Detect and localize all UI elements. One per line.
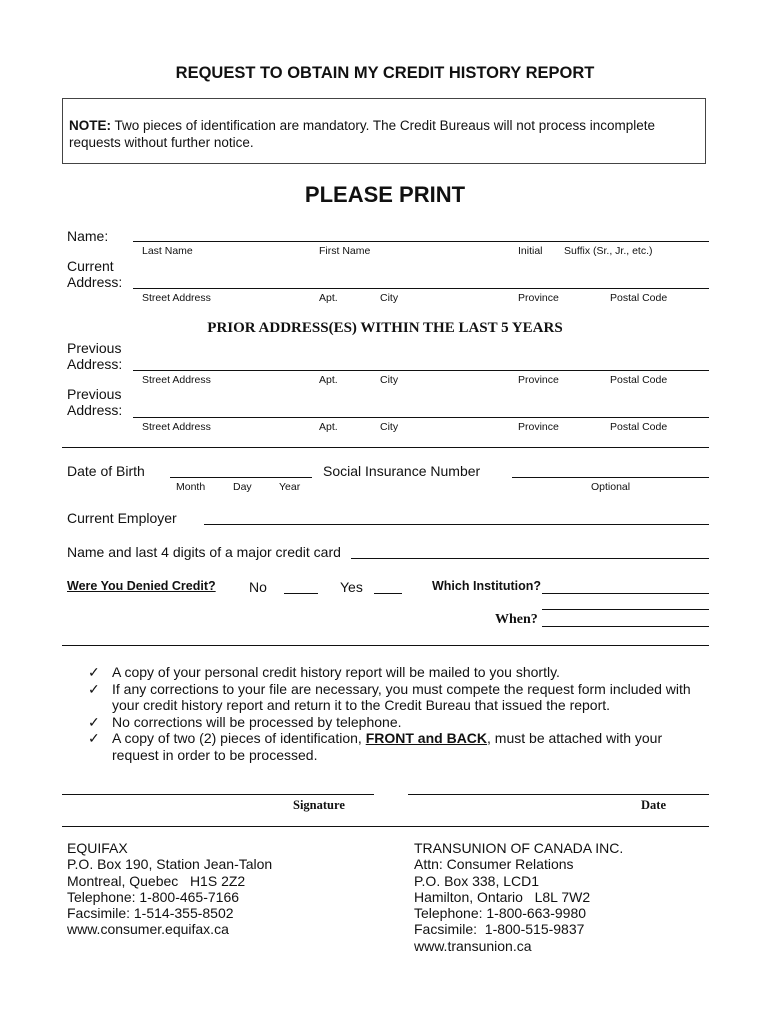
day-caption: Day — [233, 481, 252, 493]
checkmark-icon: ✓ — [88, 680, 100, 697]
current-address-field[interactable] — [133, 288, 709, 289]
first-name-caption: First Name — [319, 245, 371, 257]
postal-caption: Postal Code — [610, 374, 668, 386]
previous-address-2-label-2: Address: — [67, 402, 123, 418]
institution-field-2[interactable] — [542, 609, 709, 610]
transunion-address: TRANSUNION OF CANADA INC. Attn: Consumer Relations P.O. Box 338, LCD1 Hamilton, Ontario L8L 7W2 Telephone: 1-800-663-9980 Facsimile: 1-800-515-9837 www.transunion.ca — [414, 840, 624, 954]
credit-card-field[interactable] — [351, 558, 709, 559]
note-label: NOTE: — [69, 118, 111, 133]
when-label: When? — [495, 612, 538, 627]
list-item: ✓ A copy of two (2) pieces of identification, FRONT and BACK, must be attached with your request in order to be processed. — [88, 730, 663, 763]
date-caption: Date — [641, 798, 666, 812]
credit-card-label: Name and last 4 digits of a major credit card — [67, 544, 341, 560]
postal-caption: Postal Code — [610, 421, 668, 433]
sin-field[interactable] — [512, 477, 709, 478]
section-divider — [62, 447, 709, 448]
suffix-caption: Suffix (Sr., Jr., etc.) — [564, 245, 653, 257]
name-field[interactable] — [133, 241, 709, 242]
month-caption: Month — [176, 481, 206, 493]
sin-optional-caption: Optional — [591, 481, 631, 493]
denied-credit-label: Were You Denied Credit? — [67, 579, 216, 593]
equifax-address: EQUIFAX P.O. Box 190, Station Jean-Talon Montreal, Quebec H1S 2Z2 Telephone: 1-800-465-7166 Facsimile: 1-514-355-8502 www.consumer.equifax.ca — [67, 840, 273, 938]
name-label: Name: — [67, 228, 109, 244]
initial-caption: Initial — [518, 245, 543, 257]
list-item: ✓ No corrections will be processed by telephone. — [88, 713, 402, 730]
institution-field[interactable] — [542, 593, 709, 594]
form-title: REQUEST TO OBTAIN MY CREDIT HISTORY REPORT — [175, 64, 595, 82]
signature-field[interactable] — [62, 794, 374, 795]
employer-label: Current Employer — [67, 510, 177, 526]
signature-caption: Signature — [293, 798, 345, 812]
when-field[interactable] — [542, 626, 709, 627]
province-caption: Province — [518, 421, 559, 433]
denied-no-field[interactable] — [284, 593, 318, 594]
city-caption: City — [380, 292, 399, 304]
year-caption: Year — [279, 481, 301, 493]
list-item: ✓ A copy of your personal credit history report will be mailed to you shortly. — [88, 664, 560, 680]
city-caption: City — [380, 374, 399, 386]
apt-caption: Apt. — [319, 292, 338, 304]
instructions-list — [88, 664, 708, 763]
denied-no-label: No — [249, 579, 267, 595]
street-caption: Street Address — [142, 292, 211, 304]
denied-yes-field[interactable] — [374, 593, 402, 594]
note-text: Two pieces of identification are mandatory. The Credit Bureaus will not process incomplete requests without further notice. — [69, 118, 656, 150]
denied-yes-label: Yes — [340, 579, 363, 595]
city-caption: City — [380, 421, 399, 433]
note-box — [62, 98, 706, 164]
apt-caption: Apt. — [319, 421, 338, 433]
please-print-heading: PLEASE PRINT — [304, 182, 466, 207]
sin-label: Social Insurance Number — [323, 463, 481, 479]
last-name-caption: Last Name — [142, 245, 193, 257]
checkmark-icon: ✓ — [88, 713, 100, 730]
date-field[interactable] — [408, 794, 709, 795]
employer-field[interactable] — [204, 524, 709, 525]
section-divider — [62, 645, 709, 646]
previous-address-2-label-1: Previous — [67, 386, 122, 402]
province-caption: Province — [518, 374, 559, 386]
current-address-label-2: Address: — [67, 274, 123, 290]
list-item: ✓ If any corrections to your file are necessary, you must compete the request form included with your credit history report and return it to the Credit Bureau that issued the report. — [88, 680, 691, 713]
dob-field[interactable] — [170, 477, 312, 478]
postal-caption: Postal Code — [610, 292, 668, 304]
checkmark-icon: ✓ — [88, 730, 100, 746]
street-caption: Street Address — [142, 421, 211, 433]
checkmark-icon: ✓ — [88, 664, 100, 680]
previous-address-1-field[interactable] — [133, 370, 709, 371]
previous-address-2-field[interactable] — [133, 417, 709, 418]
previous-address-1-label-1: Previous — [67, 340, 122, 356]
prior-address-heading: PRIOR ADDRESS(ES) WITHIN THE LAST 5 YEARS — [207, 320, 563, 336]
previous-address-1-label-2: Address: — [67, 356, 123, 372]
street-caption: Street Address — [142, 374, 211, 386]
section-divider — [62, 826, 709, 827]
apt-caption: Apt. — [319, 374, 338, 386]
current-address-label-1: Current — [67, 258, 114, 274]
province-caption: Province — [518, 292, 559, 304]
institution-label: Which Institution? — [432, 579, 542, 593]
dob-label: Date of Birth — [67, 463, 145, 479]
